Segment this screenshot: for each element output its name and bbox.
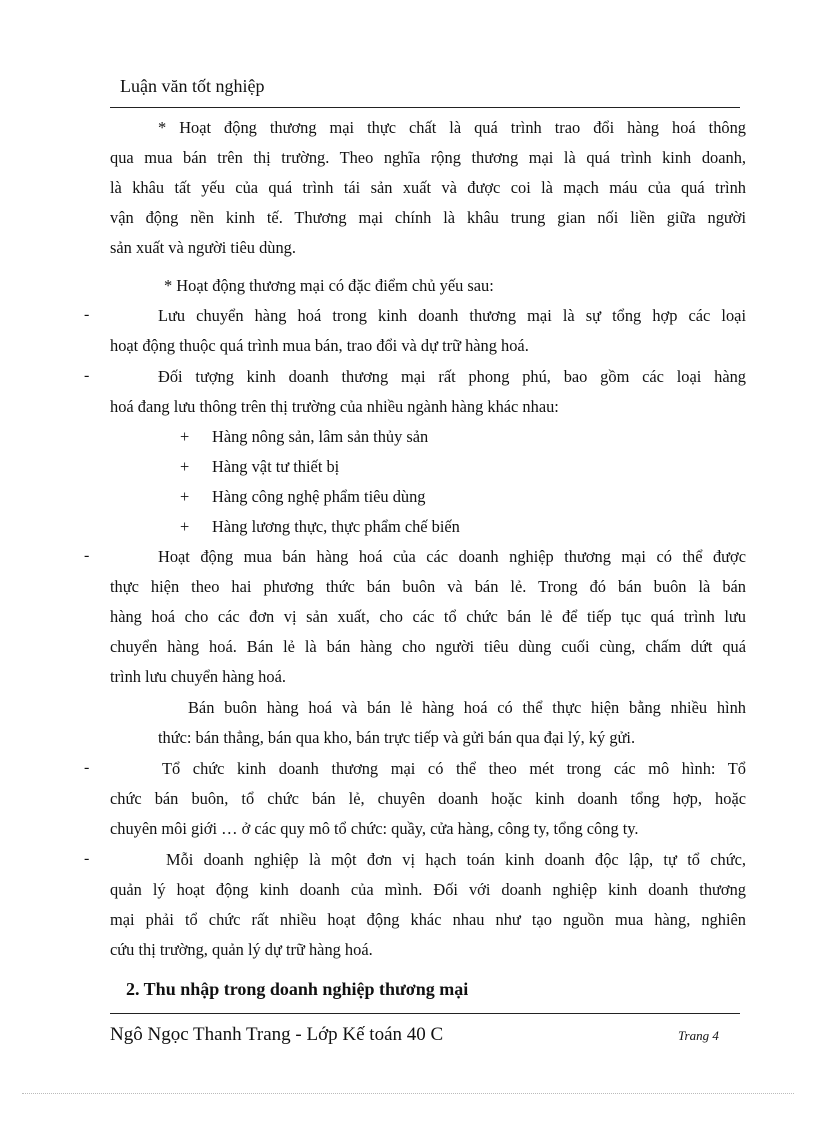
bullet-dash: -: [84, 367, 90, 384]
plus-symbol: +: [180, 427, 190, 446]
section-heading: 2. Thu nhập trong doanh nghiệp thương mại: [126, 979, 469, 999]
bullet-dash: -: [84, 547, 90, 564]
paragraph-2: * Hoạt động thương mại có đặc điểm chủ yếu sau:: [164, 276, 494, 295]
plus-item-text: Hàng lương thực, thực phẩm chế biến: [212, 517, 460, 536]
plus-symbol: +: [180, 457, 190, 476]
plus-symbol: +: [180, 517, 190, 536]
plus-item-text: Hàng vật tư thiết bị: [212, 457, 340, 476]
plus-item: [180, 457, 339, 477]
bullet-3-line-4: chuyển hàng hoá. Bán lẻ là bán hàng cho người tiêu dùng cuối cùng, chấm dứt quá: [110, 637, 746, 656]
paragraph-3-line-1: Bán buôn hàng hoá và bán lẻ hàng hoá có thể thực hiện bằng nhiều hình: [188, 698, 746, 717]
bullet-3-line-2: thực hiện theo hai phương thức bán buôn và bán lẻ. Trong đó bán buôn là bán: [110, 577, 746, 596]
paragraph-1-line-2: qua mua bán trên thị trường. Theo nghĩa rộng thương mại là quá trình kinh doanh,: [110, 148, 746, 167]
bullet-1-line-2: hoạt động thuộc quá trình mua bán, trao đổi và dự trữ hàng hoá.: [110, 336, 529, 355]
bullet-3-line-1: Hoạt động mua bán hàng hoá của các doanh nghiệp thương mại có thể được: [158, 547, 746, 566]
header-rule: [110, 107, 740, 108]
footer-page-number: Trang 4: [678, 1028, 719, 1043]
bullet-dash: -: [84, 850, 90, 867]
page-break-dotted-line: [22, 1093, 794, 1094]
paragraph-1-line-5: sản xuất và người tiêu dùng.: [110, 238, 296, 257]
paragraph-1-line-3: là khâu tất yếu của quá trình tái sản xuất và được coi là mạch máu của quá trình: [110, 178, 746, 197]
running-header-title: Luận văn tốt nghiệp: [120, 76, 265, 96]
bullet-3-line-3: hàng hoá cho các đơn vị sản xuất, cho các tổ chức bán lẻ để tiếp tục quá trình lưu: [110, 607, 746, 626]
footer-rule: [110, 1013, 740, 1014]
paragraph-1-line-1: * Hoạt động thương mại thực chất là quá trình trao đổi hàng hoá thông: [158, 118, 746, 137]
bullet-dash: -: [84, 306, 90, 323]
paragraph-3-line-2: thức: bán thẳng, bán qua kho, bán trực tiếp và gửi bán qua đại lý, ký gửi.: [158, 728, 636, 747]
bullet-5-line-2: quản lý hoạt động kinh doanh của mình. Đối với doanh nghiệp kinh doanh thương: [110, 880, 746, 899]
bullet-5-line-3: mại phải tổ chức rất nhiều hoạt động khác nhau như tạo nguồn mua hàng, nghiên: [110, 910, 746, 929]
bullet-4-line-2: chức bán buôn, tổ chức bán lẻ, chuyên doanh hoặc kinh doanh tổng hợp, hoặc: [110, 789, 746, 808]
plus-symbol: +: [180, 487, 190, 506]
bullet-dash: -: [84, 759, 90, 776]
plus-item: [180, 517, 460, 537]
bullet-4-line-1: Tổ chức kinh doanh thương mại có thể theo mét trong các mô hình: Tổ: [162, 759, 746, 778]
bullet-2-line-1: Đối tượng kinh doanh thương mại rất phong phú, bao gồm các loại hàng: [158, 367, 746, 386]
footer-author: Ngô Ngọc Thanh Trang - Lớp Kế toán 40 C: [110, 1024, 444, 1045]
plus-item-text: Hàng công nghệ phẩm tiêu dùng: [212, 487, 426, 506]
bullet-5-line-4: cứu thị trường, quản lý dự trữ hàng hoá.: [110, 940, 373, 959]
bullet-2-line-2: hoá đang lưu thông trên thị trường của nhiều ngành hàng khác nhau:: [110, 397, 559, 416]
bullet-5-line-1: Mỗi doanh nghiệp là một đơn vị hạch toán kinh doanh độc lập, tự tổ chức,: [166, 850, 746, 869]
paragraph-1-line-4: vận động nền kinh tế. Thương mại chính là khâu trung gian nối liền giữa người: [110, 208, 746, 227]
plus-item: [180, 427, 428, 447]
bullet-1-line-1: Lưu chuyển hàng hoá trong kinh doanh thương mại là sự tổng hợp các loại: [158, 306, 746, 325]
plus-item-text: Hàng nông sản, lâm sản thủy sản: [212, 427, 429, 446]
bullet-4-line-3: chuyên môi giới … ở các quy mô tổ chức: quầy, cửa hàng, công ty, tổng công ty.: [110, 819, 639, 838]
bullet-3-line-5: trình lưu chuyển hàng hoá.: [110, 667, 286, 686]
plus-item: [180, 487, 426, 507]
